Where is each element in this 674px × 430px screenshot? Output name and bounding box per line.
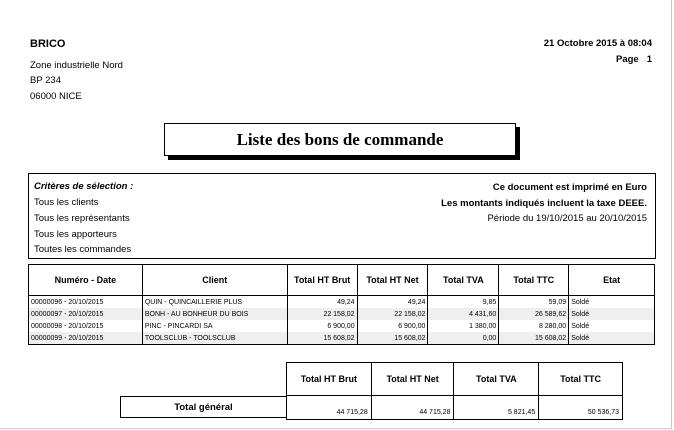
col-header-total-ttc: Total TTC (499, 265, 569, 296)
cell-number-date: 00000099 - 20/10/2015 (29, 332, 143, 345)
cell-total-ttc: 59,09 (499, 296, 569, 309)
col-header-total-ht-net: Total HT Net (357, 265, 428, 296)
selection-criteria-box (28, 173, 656, 259)
total-ttc-value: 50 536,73 (539, 396, 623, 420)
cell-total-ttc: 26 589,62 (499, 308, 569, 320)
page-value: 1 (646, 54, 652, 65)
page-label: Page (615, 54, 639, 65)
address-line-1: Zone industrielle Nord (30, 60, 123, 71)
cell-total-tva: 9,85 (428, 296, 499, 309)
cell-number-date: 00000098 - 20/10/2015 (29, 320, 143, 332)
address-line-2: BP 234 (30, 75, 61, 86)
company-name: BRICO (30, 38, 66, 50)
col-header-total-ht-brut: Total HT Brut (287, 265, 357, 296)
currency-note: Ce document est imprimé en Euro (492, 182, 647, 193)
table-row (29, 296, 655, 309)
cell-number-date: 00000096 - 20/10/2015 (29, 296, 143, 309)
cell-etat: Soldé (569, 308, 655, 320)
totals-header-ht-net: Total HT Net (371, 363, 454, 396)
table-row (29, 308, 655, 320)
cell-total-tva: 4 431,60 (428, 308, 499, 320)
criteria-orders: Toutes les commandes (34, 244, 132, 255)
document-title: Liste des bons de commande (236, 130, 444, 149)
cell-number-date: 00000097 - 20/10/2015 (29, 308, 143, 320)
cell-etat: Soldé (569, 332, 655, 345)
col-header-etat: Etat (569, 265, 655, 296)
col-header-total-tva: Total TVA (428, 265, 499, 296)
table-header-row (29, 265, 655, 296)
table-row (29, 320, 655, 332)
cell-total-ht-brut: 6 900,00 (287, 320, 357, 332)
cell-total-ht-brut: 49,24 (287, 296, 357, 309)
cell-client: TOOLSCLUB - TOOLSCLUB (142, 332, 287, 345)
cell-etat: Soldé (569, 296, 655, 309)
grand-total-table (286, 362, 623, 420)
cell-etat: Soldé (569, 320, 655, 332)
totals-header-ttc: Total TTC (539, 363, 623, 396)
cell-client: QUIN - QUINCAILLERIE PLUS (142, 296, 287, 309)
document-title-box (164, 123, 516, 156)
print-date: 21 Octobre 2015 à 08:04 (543, 38, 652, 49)
totals-header-row (287, 363, 623, 396)
cell-total-tva: 0,00 (428, 332, 499, 345)
totals-values-row (287, 396, 623, 420)
totals-header-tva: Total TVA (454, 363, 539, 396)
total-tva-value: 5 821,45 (454, 396, 539, 420)
cell-total-ht-net: 15 608,02 (357, 332, 428, 345)
table-row (29, 332, 655, 345)
col-header-client: Client (142, 265, 287, 296)
total-ht-brut-value: 44 715,28 (287, 396, 372, 420)
cell-total-ht-brut: 22 158,02 (287, 308, 357, 320)
criteria-representatives: Tous les représentants (34, 213, 130, 224)
cell-total-ht-net: 6 900,00 (357, 320, 428, 332)
grand-total-label: Total général (120, 396, 287, 418)
cell-total-ht-brut: 15 608,02 (287, 332, 357, 345)
address-line-3: 06000 NICE (30, 91, 82, 102)
page-number (616, 54, 652, 65)
orders-table (28, 264, 655, 345)
criteria-referrers: Tous les apporteurs (34, 229, 117, 240)
deee-note: Les montants indiqués incluent la taxe DEEE. (441, 198, 647, 209)
period-note: Période du 19/10/2015 au 20/10/2015 (487, 213, 647, 224)
cell-total-ht-net: 49,24 (357, 296, 428, 309)
criteria-clients: Tous les clients (34, 197, 99, 208)
cell-total-tva: 1 380,00 (428, 320, 499, 332)
cell-client: PINC - PINCARDI SA (142, 320, 287, 332)
cell-total-ttc: 8 280,00 (499, 320, 569, 332)
cell-client: BONH - AU BONHEUR DU BOIS (142, 308, 287, 320)
criteria-heading: Critères de sélection : (34, 181, 134, 192)
total-ht-net-value: 44 715,28 (371, 396, 454, 420)
col-header-number-date: Numéro - Date (29, 265, 143, 296)
cell-total-ht-net: 22 158,02 (357, 308, 428, 320)
cell-total-ttc: 15 608,02 (499, 332, 569, 345)
totals-header-ht-brut: Total HT Brut (287, 363, 372, 396)
